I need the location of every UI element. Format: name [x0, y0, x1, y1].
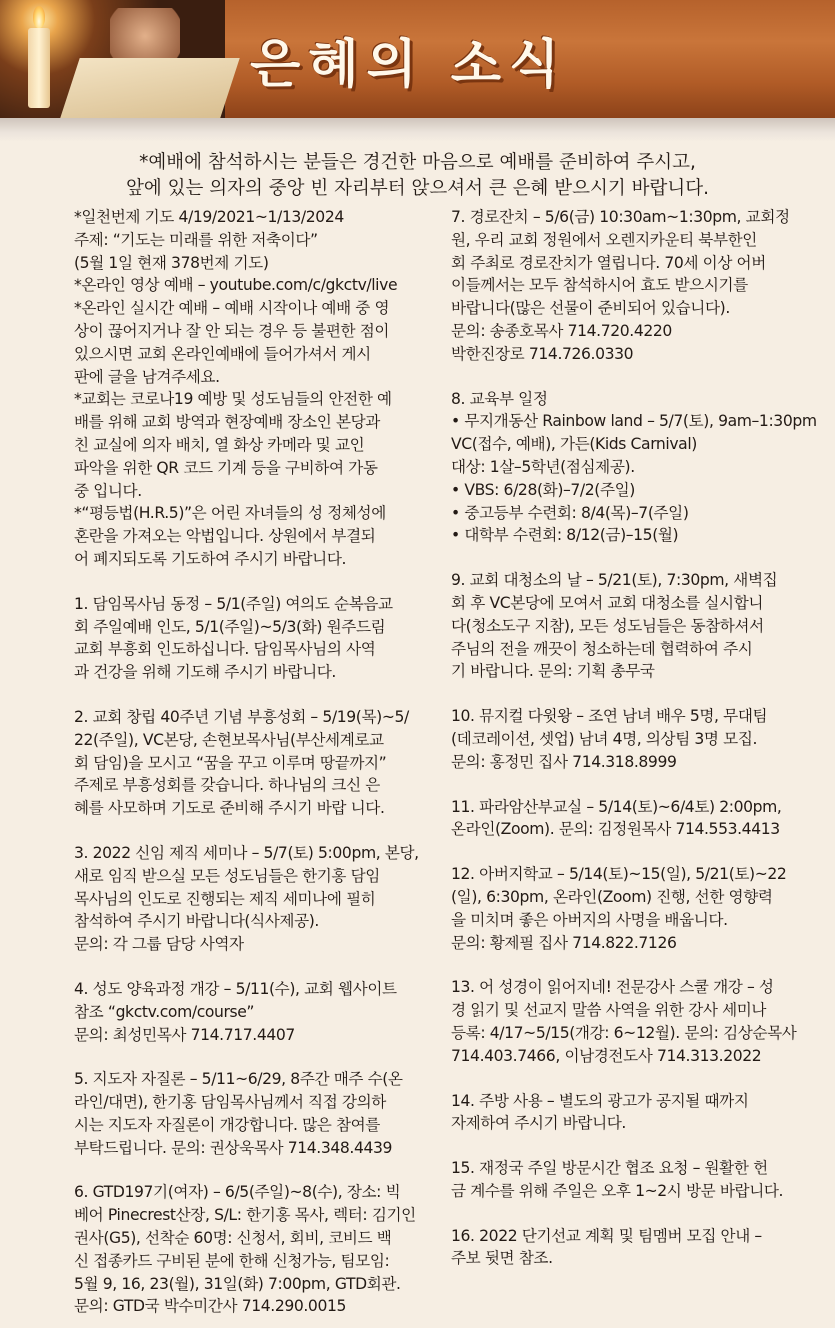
announcement-line: 문의: 최성민목사 714.717.4407	[74, 1025, 295, 1044]
candle-icon	[28, 28, 50, 108]
announcement-item	[74, 593, 446, 684]
announcement-line: (5월 1일 현재 378번제 기도)	[74, 253, 269, 272]
announcement-line: 친 교실에 의자 배치, 열 화상 카메라 및 교인	[74, 435, 365, 454]
header-shadow-band	[0, 118, 835, 142]
announcement-item	[74, 842, 446, 956]
announcement-line: 주님의 전을 깨끗이 청소하는데 협력하여 주시	[451, 639, 753, 658]
announcement-line: 등록: 4/17~5/15(개강: 6~12월). 문의: 김상순목사	[451, 1023, 797, 1042]
announcement-item	[451, 206, 819, 366]
announcement-item	[451, 863, 819, 954]
announcement-line: 라인/대면), 한기홍 담임목사님께서 직접 강의하	[74, 1093, 386, 1112]
page-title: 은혜의 소식	[250, 34, 568, 95]
announcement-item	[451, 569, 819, 683]
announcement-line: 문의: GTD국 박수미간사 714.290.0015	[74, 1297, 347, 1316]
announcement-line: 15. 재정국 주일 방문시간 협조 요청 – 원활한 헌	[451, 1159, 768, 1178]
announcement-line: 참조 “gkctv.com/course”	[74, 1002, 255, 1021]
announcement-line: 22(주일), VC본당, 손현보목사님(부산세계로교	[74, 730, 384, 749]
announcement-line: VC(접수, 예배), 가든(Kids Carnival)	[451, 435, 697, 454]
announcement-line: *교회는 코로나19 예방 및 성도님들의 안전한 예	[74, 390, 392, 409]
announcement-line: 이들께서는 모두 참석하시어 효도 받으시기를	[451, 276, 748, 295]
announcement-line: • 중고등부 수련회: 8/4(목)–7(주일)	[451, 503, 689, 522]
intro-line: *예배에 참석하시는 분들은 경건한 마음으로 예배를 준비하여 주시고,	[139, 152, 696, 173]
announcement-line: *온라인 영상 예배 – youtube.com/c/gkctv/live	[74, 276, 398, 295]
announcement-line: 자제하여 주시기 바랍니다.	[451, 1114, 626, 1133]
announcement-line: 주보 뒷면 참조.	[451, 1249, 553, 1268]
announcement-line: 권사(G5), 선착순 60명: 신청서, 회비, 코비드 백	[74, 1229, 392, 1248]
announcement-line: 배를 위해 교회 방역과 현장예배 장소인 본당과	[74, 413, 380, 432]
announcement-line: 주제: “기도는 미래를 위한 저축이다”	[74, 230, 318, 249]
announcement-line: 다(청소도구 지참), 모든 성도님들은 동참하셔서	[451, 616, 764, 635]
announcement-line: 원, 우리 교회 정원에서 오렌지카운티 북부한인	[451, 230, 757, 249]
intro-notice	[0, 150, 835, 202]
announcement-line: 2. 교회 창립 40주년 기념 부흥성회 – 5/19(목)~5/	[74, 707, 409, 726]
announcement-line: 상이 끊어지거나 잘 안 되는 경우 등 불편한 점이	[74, 321, 390, 340]
announcement-line: 회 담임)을 모시고 “꿈을 꾸고 이루며 땅끝까지”	[74, 753, 387, 772]
announcement-item	[74, 978, 446, 1046]
announcement-line: 신 접종카드 구비된 분에 한해 신청가능, 팀모임:	[74, 1251, 390, 1270]
announcement-line: 박한진장로 714.726.0330	[451, 344, 634, 363]
announcement-line: 주제로 부흥성회를 갖습니다. 하나님의 크신 은	[74, 776, 380, 795]
announcement-line: 문의: 황제필 집사 714.822.7126	[451, 933, 677, 952]
announcement-line: 회 주일예배 인도, 5/1(주일)~5/3(화) 원주드림	[74, 617, 386, 636]
announcement-line: 참석하여 주시기 바랍니다(식사제공).	[74, 912, 319, 931]
announcement-line: 금 계수를 위해 주일은 오후 1~2시 방문 바랍니다.	[451, 1181, 784, 1200]
announcement-line: 9. 교회 대청소의 날 – 5/21(토), 7:30pm, 새벽집	[451, 571, 778, 590]
announcement-line: 부탁드립니다. 문의: 권상욱목사 714.348.4439	[74, 1138, 393, 1157]
announcement-item	[451, 796, 819, 842]
announcement-line: • 대학부 수련회: 8/12(금)–15(월)	[451, 526, 679, 545]
announcement-line: 6. GTD197기(여자) – 6/5(주일)~8(수), 장소: 빅	[74, 1183, 401, 1202]
announcement-line: • VBS: 6/28(화)–7/2(주일)	[451, 480, 635, 499]
announcement-line: 12. 아버지학교 – 5/14(토)~15(일), 5/21(토)~22	[451, 865, 787, 884]
announcement-line: 목사님의 인도로 진행되는 제직 세미나에 필히	[74, 889, 376, 908]
announcement-line: 회 주최로 경로잔치가 열립니다. 70세 이상 어버	[451, 253, 766, 272]
announcement-line: 11. 파라암산부교실 – 5/14(토)~6/4토) 2:00pm,	[451, 797, 782, 816]
announcement-line: 문의: 각 그룹 담당 사역자	[74, 935, 244, 954]
announcement-line: *온라인 실시간 예배 – 예배 시작이나 예배 중 영	[74, 299, 390, 318]
announcement-item	[74, 706, 446, 820]
announcement-line: 온라인(Zoom). 문의: 김정원목사 714.553.4413	[451, 820, 780, 839]
announcement-line: 중 입니다.	[74, 481, 142, 500]
left-column	[74, 206, 446, 1318]
announcement-line: 과 건강을 위해 기도해 주시기 바랍니다.	[74, 663, 336, 682]
announcement-line: 7. 경로잔치 – 5/6(금) 10:30am~1:30pm, 교회정	[451, 208, 790, 226]
announcement-line: 14. 주방 사용 – 별도의 광고가 공지될 때까지	[451, 1091, 749, 1110]
announcement-line: 8. 교육부 일정	[451, 389, 548, 408]
announcement-line: (데코레이션, 셋업) 남녀 4명, 의상팀 3명 모집.	[451, 729, 758, 748]
announcement-line: 파악을 위한 QR 코드 기계 등을 구비하여 가동	[74, 458, 378, 477]
announcement-line: 있으시면 교회 온라인예배에 들어가셔서 게시	[74, 344, 371, 363]
announcement-line: 교회 부흥회 인도하십니다. 담임목사님의 사역	[74, 640, 376, 659]
announcement-item	[451, 1225, 819, 1271]
announcement-item	[74, 1068, 446, 1159]
announcement-line: 바랍니다(많은 선물이 준비되어 있습니다).	[451, 299, 730, 318]
announcement-item	[451, 976, 819, 1067]
header-banner	[0, 0, 835, 118]
announcement-line: 기 바랍니다. 문의: 기획 총무국	[451, 662, 655, 681]
announcement-line: (일), 6:30pm, 온라인(Zoom) 진행, 선한 영향력	[451, 887, 773, 906]
intro-line: 앞에 있는 의자의 중앙 빈 자리부터 앉으셔서 큰 은혜 받으시기 바랍니다.	[126, 178, 709, 199]
announcement-line: 을 미치며 좋은 아버지의 사명을 배웁니다.	[451, 910, 728, 929]
announcement-line: • 무지개동산 Rainbow land – 5/7(토), 9am–1:30pm	[451, 412, 817, 431]
announcement-line: 문의: 송종호목사 714.720.4220	[451, 321, 672, 340]
announcement-line: 1. 담임목사님 동정 – 5/1(주일) 여의도 순복음교	[74, 594, 393, 613]
open-bible-icon	[60, 58, 239, 118]
announcement-item	[74, 206, 446, 571]
announcement-line: 5. 지도자 자질론 – 5/11~6/29, 8주간 매주 수(온	[74, 1070, 403, 1089]
announcement-line: 혼란을 가져오는 악법입니다. 상원에서 부결되	[74, 527, 376, 546]
announcement-line: 새로 임직 받으실 모든 성도님들은 한기홍 담임	[74, 866, 380, 885]
announcement-line: 경 읽기 및 선교지 말씀 사역을 위한 강사 세미나	[451, 1001, 767, 1020]
announcement-line: 시는 지도자 자질론이 개강합니다. 많은 참여를	[74, 1115, 380, 1134]
announcement-line: 혜를 사모하며 기도로 준비해 주시기 바랍 니다.	[74, 799, 385, 818]
announcement-item	[451, 705, 819, 773]
announcement-item	[451, 1090, 819, 1136]
announcement-line: 베어 Pinecrest산장, S/L: 한기홍 목사, 렉터: 김기인	[74, 1206, 416, 1225]
announcement-line: 어 폐지되도록 기도하여 주시기 바랍니다.	[74, 549, 347, 568]
announcement-item	[451, 1157, 819, 1203]
announcement-line: *일천번제 기도 4/19/2021~1/13/2024	[74, 208, 344, 226]
announcement-line: 문의: 홍정민 집사 714.318.8999	[451, 752, 677, 771]
announcement-line: 회 후 VC본당에 모여서 교회 대청소를 실시합니	[451, 593, 764, 612]
announcement-line: 4. 성도 양육과정 개강 – 5/11(수), 교회 웹사이트	[74, 979, 397, 998]
prayer-candle-photo	[0, 0, 225, 118]
announcement-line: 대상: 1살–5학년(점심제공).	[451, 457, 635, 476]
right-column	[451, 206, 819, 1270]
announcement-line: 판에 글을 남겨주세요.	[74, 367, 220, 386]
flame-icon	[33, 6, 45, 28]
announcement-line: 714.403.7466, 이남경전도사 714.313.2022	[451, 1046, 762, 1065]
announcement-line: 10. 뮤지컬 다윗왕 – 조연 남녀 배우 5명, 무대팀	[451, 707, 768, 726]
announcement-line: *“평등법(H.R.5)”은 어린 자녀들의 성 정체성에	[74, 504, 386, 523]
announcement-item	[74, 1181, 446, 1318]
announcement-line: 16. 2022 단기선교 계획 및 팀멤버 모집 안내 –	[451, 1226, 762, 1245]
announcement-line: 5월 9, 16, 23(월), 31일(화) 7:00pm, GTD회관.	[74, 1274, 401, 1293]
announcement-item	[451, 388, 819, 548]
announcement-line: 13. 어 성경이 읽어지네! 전문강사 스쿨 개강 – 성	[451, 978, 774, 997]
announcement-line: 3. 2022 신임 제직 세미나 – 5/7(토) 5:00pm, 본당,	[74, 843, 419, 862]
